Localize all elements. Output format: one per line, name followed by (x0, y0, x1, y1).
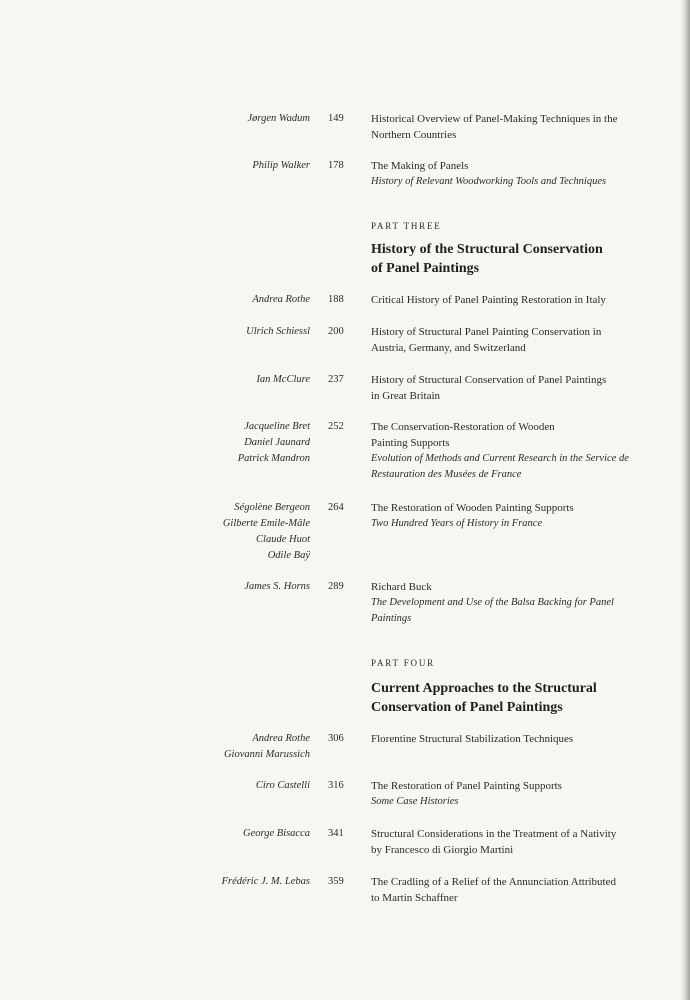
toc-author: Odile Baÿ (267, 550, 310, 561)
toc-author: Jørgen Wadum (247, 113, 310, 124)
toc-title-line: The Restoration of Panel Painting Supports (371, 780, 562, 792)
toc-page-number: 237 (328, 374, 344, 385)
part-title-line: of Panel Paintings (371, 261, 480, 276)
toc-authors (246, 324, 310, 340)
toc-author: Andrea Rothe (252, 294, 310, 305)
toc-page-number: 252 (328, 421, 344, 432)
part-title-line: History of the Structural Conservation (371, 242, 603, 257)
page-edge-shadow (680, 0, 690, 1000)
toc-author: Andrea Rothe (252, 733, 310, 744)
toc-title-line: Structural Considerations in the Treatment of a Nativity (371, 828, 617, 840)
toc-page-number: 264 (328, 502, 344, 513)
toc-title-line: Historical Overview of Panel-Making Techniques in the (371, 113, 618, 125)
toc-authors (244, 579, 310, 595)
part-title (371, 240, 603, 278)
toc-author: Frédéric J. M. Lebas (221, 876, 310, 887)
toc-page-number: 316 (328, 780, 344, 791)
toc-title (371, 419, 656, 483)
toc-title (371, 731, 656, 747)
toc-authors (256, 778, 310, 794)
toc-authors (256, 372, 310, 388)
toc-title-line: by Francesco di Giorgio Martini (371, 844, 514, 856)
toc-subtitle-line: Restauration des Musées de France (371, 469, 522, 480)
toc-author: Gilberte Emile-Mâle (222, 518, 310, 529)
toc-title (371, 324, 656, 356)
toc-authors (224, 731, 310, 763)
toc-page-number: 289 (328, 581, 344, 592)
toc-author: James S. Horns (244, 581, 310, 592)
toc-page-number: 200 (328, 326, 344, 337)
toc-authors (222, 874, 310, 890)
toc-author: Daniel Jaunard (244, 437, 310, 448)
toc-title-line: to Martin Schaffner (371, 892, 458, 904)
toc-author: Ulrich Schiessl (246, 326, 310, 337)
toc-author: Ciro Castelli (255, 780, 310, 791)
toc-title (371, 500, 656, 532)
toc-page-number: 306 (328, 733, 344, 744)
toc-subtitle-line: The Development and Use of the Balsa Backing for Panel (371, 597, 614, 608)
toc-title-line: The Conservation-Restoration of Wooden (371, 421, 555, 433)
toc-authors (243, 826, 310, 842)
toc-author: George Bisacca (243, 828, 310, 839)
toc-title-line: History of Structural Panel Painting Conservation in (371, 326, 602, 338)
toc-title-line: Painting Supports (371, 437, 450, 449)
toc-authors (223, 500, 310, 564)
toc-title (371, 579, 656, 627)
toc-page-number: 359 (328, 876, 344, 887)
part-title-line: Current Approaches to the Structural (371, 681, 597, 696)
toc-authors (238, 419, 310, 467)
toc-author: Patrick Mandron (237, 453, 310, 464)
toc-title (371, 826, 656, 858)
toc-title-line: The Restoration of Wooden Painting Supports (371, 502, 574, 514)
toc-author: Ian McClure (256, 374, 310, 385)
part-label: PART THREE (371, 221, 442, 231)
toc-title (371, 292, 656, 308)
toc-author: Claude Huot (256, 534, 310, 545)
toc-authors (247, 111, 310, 127)
toc-title-line: Florentine Structural Stabilization Techniques (371, 733, 574, 745)
toc-title (371, 778, 656, 810)
toc-title-line: The Cradling of a Relief of the Annunciation Attributed (371, 876, 616, 888)
toc-page-number: 149 (328, 113, 344, 124)
toc-subtitle-line: Paintings (371, 613, 412, 624)
toc-title-line: Critical History of Panel Painting Restoration in Italy (371, 294, 606, 306)
toc-title-line: History of Structural Conservation of Panel Paintings (371, 374, 607, 386)
toc-author: Giovanni Marussich (223, 749, 310, 760)
toc-author: Jacqueline Bret (244, 421, 310, 432)
toc-title-line: in Great Britain (371, 390, 441, 402)
toc-subtitle-line: History of Relevant Woodworking Tools and Techniques (371, 176, 607, 187)
toc-title-line: The Making of Panels (371, 160, 469, 172)
toc-author: Ségolène Bergeon (234, 502, 310, 513)
toc-author: Philip Walker (252, 160, 310, 171)
toc-title-line: Austria, Germany, and Switzerland (371, 342, 526, 354)
toc-title (371, 874, 656, 906)
toc-title (371, 158, 656, 190)
part-title (371, 679, 597, 717)
toc-subtitle-line: Two Hundred Years of History in France (371, 518, 543, 529)
toc-page-number: 178 (328, 160, 344, 171)
toc-title-line: Northern Countries (371, 129, 457, 141)
part-title-line: Conservation of Panel Paintings (371, 700, 563, 715)
toc-authors (252, 158, 310, 174)
toc-title (371, 111, 656, 143)
toc-authors (252, 292, 310, 308)
toc-subtitle-line: Evolution of Methods and Current Research in the Service de (371, 453, 629, 464)
toc-page-number: 188 (328, 294, 344, 305)
toc-title (371, 372, 656, 404)
toc-page-number: 341 (328, 828, 344, 839)
part-label: PART FOUR (371, 658, 435, 668)
toc-subtitle-line: Some Case Histories (371, 796, 459, 807)
toc-title-line: Richard Buck (371, 581, 432, 593)
